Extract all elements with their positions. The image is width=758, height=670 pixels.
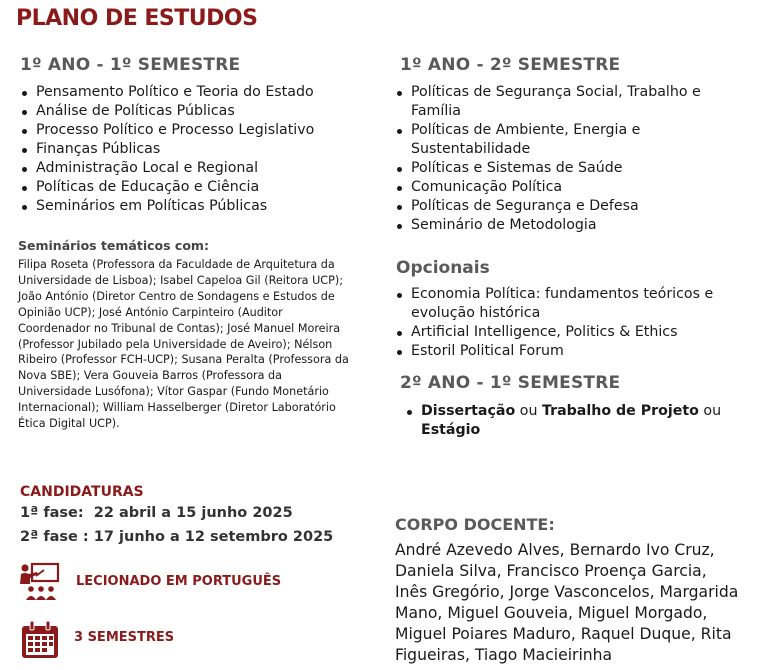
applications-heading: CANDIDATURAS <box>20 484 144 500</box>
page-title: PLANO DE ESTUDOS <box>16 6 258 31</box>
year1-sem2-list <box>395 83 740 235</box>
optional-heading: Opcionais <box>396 258 490 278</box>
language-label: LECIONADO EM PORTUGUÊS <box>76 574 282 589</box>
list-item: Seminários em Políticas Públicas <box>20 197 380 216</box>
list-item: Economia Política: fundamentos teóricos e evolução histórica <box>395 285 740 323</box>
phase-1-label: 1ª fase: <box>20 505 84 521</box>
phase-1-dates: 22 abril a 15 junho 2025 <box>93 505 293 521</box>
year1-sem2-heading: 1º ANO - 2º SEMESTRE <box>400 55 621 75</box>
year2-sem1-heading: 2º ANO - 1º SEMESTRE <box>400 373 621 393</box>
phase-2 <box>20 529 333 545</box>
list-item: Seminário de Metodologia <box>395 216 740 235</box>
year1-sem1-list <box>20 83 380 216</box>
phase-2-dates: 17 junho a 12 setembro 2025 <box>93 529 334 545</box>
dissertation-option: Dissertação <box>421 403 516 419</box>
optional-list <box>395 285 740 361</box>
semesters-label: 3 SEMESTRES <box>74 630 175 645</box>
phase-2-label: 2ª fase : <box>20 529 89 545</box>
list-item: Pensamento Político e Teoria do Estado <box>20 83 380 102</box>
list-item: Processo Político e Processo Legislativo <box>20 121 380 140</box>
list-item: Políticas de Educação e Ciência <box>20 178 380 197</box>
faculty-heading: CORPO DOCENTE: <box>395 515 555 534</box>
or-separator: ou <box>515 403 542 419</box>
list-item: Análise de Políticas Públicas <box>20 102 380 121</box>
list-item: Políticas de Segurança e Defesa <box>395 197 740 216</box>
list-item: Políticas de Segurança Social, Trabalho e Família <box>395 83 740 121</box>
list-item: Políticas de Ambiente, Energia e Sustentabilidade <box>395 121 740 159</box>
project-option: Trabalho de Projeto <box>541 403 699 419</box>
year2-sem1-list <box>405 402 725 440</box>
list-item: Artificial Intelligence, Politics & Ethics <box>395 323 740 342</box>
list-item: Finanças Públicas <box>20 140 380 159</box>
list-item <box>405 402 725 440</box>
internship-option: Estágio <box>421 422 481 438</box>
faculty-text: André Azevedo Alves, Bernardo Ivo Cruz, Daniela Silva, Francisco Proença Garcia, Inês Gregório, Jorge Vasconcelos, Margarida Mano, Miguel Gouveia, Miguel Morgado, Miguel Poiares Maduro, Raquel Duque, Rita Figueiras, Tiago Macieirinha <box>395 541 739 664</box>
list-item: Administração Local e Regional <box>20 159 380 178</box>
teacher-presentation-icon <box>18 562 62 602</box>
calendar-icon <box>20 620 60 660</box>
list-item: Comunicação Política <box>395 178 740 197</box>
phase-1 <box>20 505 293 521</box>
list-item: Políticas e Sistemas de Saúde <box>395 159 740 178</box>
seminars-heading: Seminários temáticos com: <box>18 238 209 253</box>
seminars-text: Filipa Roseta (Professora da Faculdade de Arquitetura da Universidade de Lisboa); Isabel Capeloa Gil (Reitora UCP); João António (Diretor Centro de Sondagens e Estudos de Opinião UCP); José António Carpinteiro (Auditor Coordenador no Tribunal de Contas); José Manuel Moreira (Professor Jubilado pela Universidade de Aveiro); Nélson Ribeiro (Professor FCH-UCP); Susana Peralta (Professora da Nova SBE); Vera Gouveia Barros (Professora da Universidade Lusófona); Vítor Gaspar (Fundo Monetário Internacional); William Hasselberger (Diretor Laboratório Ética Digital UCP). <box>18 258 349 431</box>
list-item: Estoril Political Forum <box>395 342 740 361</box>
or-separator: ou <box>698 403 722 419</box>
year1-sem1-heading: 1º ANO - 1º SEMESTRE <box>20 55 241 75</box>
